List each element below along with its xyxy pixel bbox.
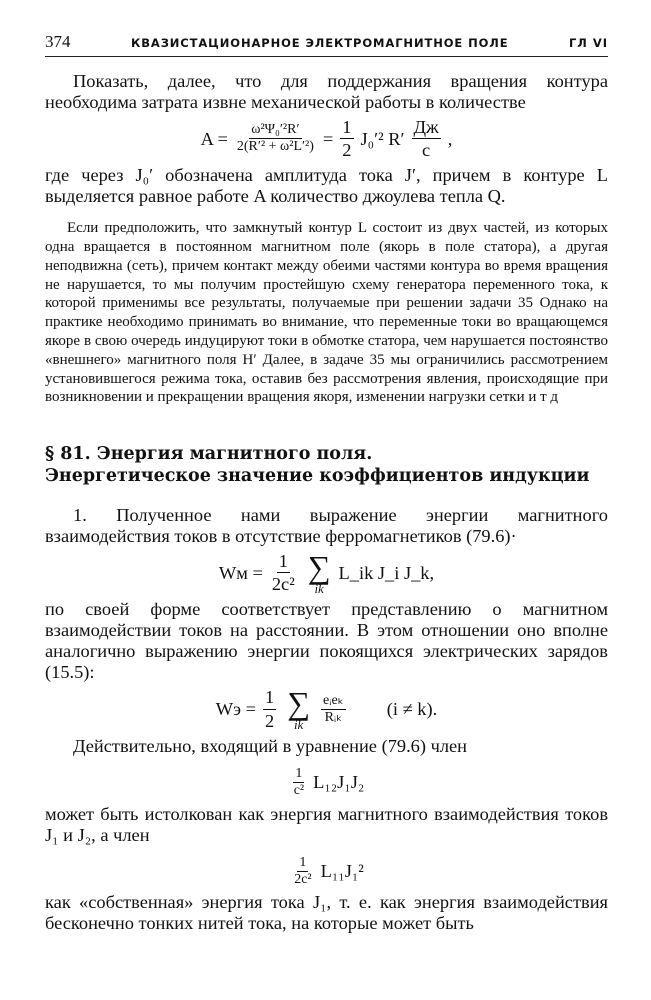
book-page	[45, 32, 608, 934]
running-title: КВАЗИСТАЦИОНАРНОЕ ЭЛЕКТРОМАГНИТНОЕ ПОЛЕ	[130, 36, 509, 50]
section-title-line2: Энергетическое значение коэффициентов индукции	[45, 466, 590, 487]
eq1-fraction: $\frac{\text{ω²Ψ₀′²R′}}{\text{2(R′² + ω²L′²)}}$	[236, 122, 314, 155]
paragraph-term: Действительно, входящий в уравнение (79.6) член	[73, 735, 468, 756]
eq1-tail: J₀′² R′	[360, 128, 405, 149]
equation-work: A = $\frac{\text{ω²Ψ₀′²R′}}{\text{2(R′² + ω²L′²)}}$ = $\frac{1}{2}$ J₀′² R′ $\frac{Дж}{с}$ ,	[200, 117, 453, 161]
chapter-label: ГЛ VI	[568, 36, 608, 50]
equation-mutual-term: $\frac{1}{\text{c²}}$ L₁₂J₁J₂	[293, 765, 365, 798]
section-title-line1: § 81. Энергия магнитного поля.	[45, 444, 373, 465]
sum-symbol: ∑ ik	[307, 548, 331, 596]
paragraph-analogy: по своей форме соответствует представлению о магнитном взаимодействии токов на расстоянии. В этом отношении оно вполне аналогично выражению энергии покоящихся электрических зарядов (15.5):	[45, 599, 608, 683]
equation-electric-energy: Wэ = $\frac{1}{2}$ ∑ ik $\frac{\text{eᵢeₖ}}{\text{Rᵢₖ}}$ (i ≠ k).	[215, 685, 438, 733]
equation-self-term: $\frac{1}{\text{2c²}}$ L₁₁J₁²	[294, 854, 364, 887]
paragraph-mutual: может быть истолкован как энергия магнитного взаимодействия токов J₁ и J₂, а член	[45, 803, 608, 845]
eq1-unit: $\frac{Дж}{с}$	[413, 117, 439, 161]
paragraph-self-energy: как «собственная» энергия тока J₁, т. е. как энергия взаимодействия бесконечно тонких нитей тока, на которые может быть	[45, 892, 608, 934]
eq1-half: $\frac{1}{2}$	[342, 117, 352, 161]
section-heading	[45, 443, 608, 487]
page-number: 374	[45, 32, 71, 51]
paragraph-small-print: Если предположить, что замкнутый контур L состоит из двух частей, из которых одна вращается в постоянном магнитном поле (якорь в поле статора), а другая неподвижна (сеть), причем контакт между обеими частями контура во время вращения не нарушается, то мы получим простейшую схему генератора переменного тока, к которой применимы все результаты, получаемые при решении задачи 35 Однако на практике необходимо принимать во внимание, что переменные токи во вращающемся якоре в свою очередь индуцируют токи в обмотке статора, чем нарушается постоянство «внешнего» магнитного поля H′ Далее, в задаче 35 мы ограничились рассмотрением установившегося режима тока, оставив без рассмотрения явления, происходящие при возникновении и прекращении вращения якоря, изменении нагрузки сетки и т д	[45, 220, 608, 406]
paragraph-amplitude: где через J₀′ обозначена амплитуда тока J′, причем в контуре L выделяется равное работе A количество джоулева тепла Q.	[45, 165, 608, 207]
running-head	[45, 32, 608, 57]
eq1-lhs: A =	[200, 128, 228, 149]
paragraph-work: Показать, далее, что для поддержания вращения контура необходима затрата извне механической работы в количестве	[45, 71, 608, 112]
equation-magnetic-energy: Wм = $\frac{1}{\text{2c²}}$ ∑ ik L_ik J_i J_k,	[218, 548, 435, 596]
sum-symbol: ∑ ik	[287, 685, 311, 733]
paragraph-energy-expression: 1. Полученное нами выражение энергии магнитного взаимодействия токов в отсутствие ферромагнетиков (79.6)·	[45, 505, 608, 547]
